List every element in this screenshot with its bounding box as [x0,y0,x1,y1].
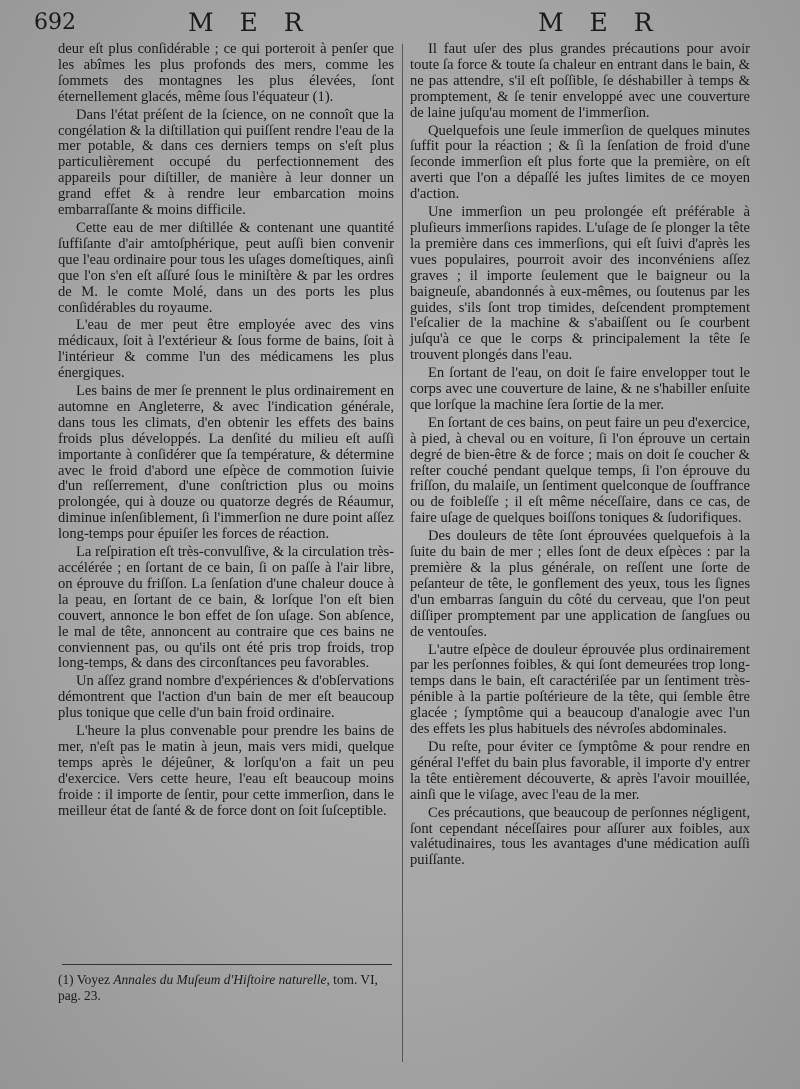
paragraph: Dans l'état préſent de la ſcience, on ne connoît que la congélation & la diſtillation qui puiſſent rendre l'eau de la mer potable, & dans ces derniers temps on s'eſt plus particulièrement occupé du perfectionnement des appareils pour diſtiller, de manière à leur donner un grand effet & à rendre leur embarcation moins embarraſſante & moins difficile. [58,106,394,219]
footnote-citation: , tom. VI, pag. 23. [58,972,378,1003]
paragraph: Ces précautions, que beaucoup de perſonnes négligent, ſont cependant néceſſaires pour aſſurer aux foibles, aux valétudinaires, tous les avantages d'une médication auſſi puiſſante. [410,804,750,869]
paragraph: Une immerſion un peu prolongée eſt préférable à pluſieurs immerſions rapides. L'uſage de ſe plonger la tête la première dans ces immerſions, qui eſt ſuivi d'après les vues populaires, pourroit avoir des inconvéniens aſſez graves ; il importe ſeulement que le baigneur ou la baigneuſe, abandonnés à eux-mêmes, ou ſoutenus par les guides, s'ils ſont trop timides, deſcendent promptement l'eſcalier de la machine & s'abaiſſent ou ſe courbent juſqu'à ce que le corps & principalement la tête ſe trouvent plongés dans l'eau. [410,204,750,364]
paragraph: Les bains de mer ſe prennent le plus ordinairement en automne en Angleterre, & avec l'indication générale, dans tous les climats, d'en obtenir les effets des bains froids plus développés. La denſité du milieu eſt auſſi importante à conſidérer que ſa température, & détermine avec le froid d'abord une eſpèce de commotion ſuivie d'un reſſerrement, d'une conſtriction plus ou moins prolongée, qui à douze ou quatorze degrés de Réaumur, diminue inſenſiblement, ſi l'immerſion ne dure point aſſez long-temps pour épuiſer les forces de réaction. [58,383,394,543]
paragraph: Il faut uſer des plus grandes précautions pour avoir toute ſa force & toute ſa chaleur en entrant dans le bain, & ne pas attendre, s'il eſt poſſible, ſe déshabiller à temps & promptement, & ſe tenir enveloppé avec une couverture de laine juſqu'au moment de l'immerſion. [410,41,750,121]
left-column [58,42,394,822]
paragraph: Du reſte, pour éviter ce ſymptôme & pour rendre en général l'effet du bain plus favorable, il importe d'y entrer la tête entièrement découverte, & après l'avoir mouillée, ainſi que le viſage, avec l'eau de la mer. [410,738,750,803]
paragraph: L'eau de mer peut être employée avec des vins médicaux, ſoit à l'extérieur & ſous forme de bains, ſoit à l'intérieur & comme l'un des médicamens les plus énergiques. [58,317,394,382]
paragraph: Cette eau de mer diſtillée & contenant une quantité ſuffiſante d'air amtoſphérique, peut auſſi bien convenir que l'eau ordinaire pour tous les uſages domeſtiques, ainſi que l'on s'en eſt aſſuré ſous le miniſtère & par les ordres de M. le comte Molé, dans un des ports les plus conſidérables du royaume. [58,219,394,316]
footnote-divider [62,964,392,965]
paragraph: Des douleurs de tête ſont éprouvées quelquefois à la ſuite du bain de mer ; elles ſont de deux eſpèces : par la première & la plus générale, on reſſent une ſorte de peſanteur de tête, le gonflement des yeux, tous les ſignes d'un embarras ſanguin du côté du cerveau, que l'on peut diſſiper promptement par une application de ſangſues ou de ventouſes. [410,528,750,640]
footnote-source-title: Annales du Muſeum d'Hiſtoire naturelle [113,972,327,987]
paragraph: L'heure la plus convenable pour prendre les bains de mer, n'eſt pas le matin à jeun, mais vers midi, quelque temps après le déjeûner, & lorſqu'on a fait un peu d'exercice. Vers cette heure, l'eau eſt beaucoup moins froide : il importe de ſentir, pour cette immerſion, dans le meilleur état de ſanté & de force dont on ſoit ſuſceptible. [58,723,394,819]
paragraph: La reſpiration eſt très-convulſive, & la circulation très-accélérée ; en ſortant de ce bain, ſi on paſſe à l'air libre, on éprouve du friſſon. La ſenſation d'une chaleur douce à la peau, en ſortant de ce bain, & lorſque l'on eſt bien couvert, annonce le bon effet de ſon uſage. Son abſence, le mal de tête, annoncent au contraire que ces bains ne conviennent pas, ou qu'ils ont été pris trop froids, trop long-temps, & dans des circonſtances peu favorables. [58,544,394,672]
page-header [0,6,800,40]
right-column [410,42,750,871]
paragraph: deur eſt plus conſidérable ; ce qui porteroit à penſer que les abîmes les plus profonds des mers, comme les ſommets des montagnes les plus élevées, ſont éternellement glacés, même ſous l'équateur (1). [58,41,394,105]
running-head-right: M E R [538,8,662,37]
running-head-left: M E R [188,8,312,37]
footnote [58,972,394,1004]
page-number: 692 [34,10,76,35]
footnote-marker: (1) Voyez [58,972,110,987]
paragraph: Quelquefois une ſeule immerſion de quelques minutes ſuffit pour la réaction ; & ſi la ſenſation de froid d'une ſeconde immerſion eſt plus forte que la première, on eſt averti que l'on a dépaſſé les juſtes limites de ce moyen d'action. [410,122,750,203]
column-divider [402,44,403,1062]
paragraph: En ſortant de ces bains, on peut faire un peu d'exercice, à pied, à cheval ou en voiture, ſi l'on éprouve un certain degré de bien-être & de force ; mais on doit ſe coucher & reſter couché pendant quelque temps, ſi l'on éprouve du friſſon, du malaiſe, un ſentiment quelconque de ſouffrance ou de foibleſſe ; il eſt même néceſſaire, dans ce cas, de faire uſage de quelques boiſſons toniques & ſudorifiques. [410,414,750,527]
paragraph: En ſortant de l'eau, on doit ſe faire envelopper tout le corps avec une couverture de laine, & ne s'habiller enſuite que lorſque la machine ſera ſortie de la mer. [410,365,750,413]
paragraph: L'autre eſpèce de douleur éprouvée plus ordinairement par les perſonnes foibles, & qui ſont demeurées trop long-temps dans le bain, eſt caractériſée par un ſentiment très-pénible à la partie poſtérieure de la tête, qui ſemble être glacée ; ſymptôme qui a beaucoup d'analogie avec l'un des effets les plus habituels des névroſes abdominales. [410,641,750,738]
paragraph: Un aſſez grand nombre d'expériences & d'obſervations démontrent que l'action d'un bain de mer eſt beaucoup plus tonique que celle d'un bain froid ordinaire. [58,673,394,722]
